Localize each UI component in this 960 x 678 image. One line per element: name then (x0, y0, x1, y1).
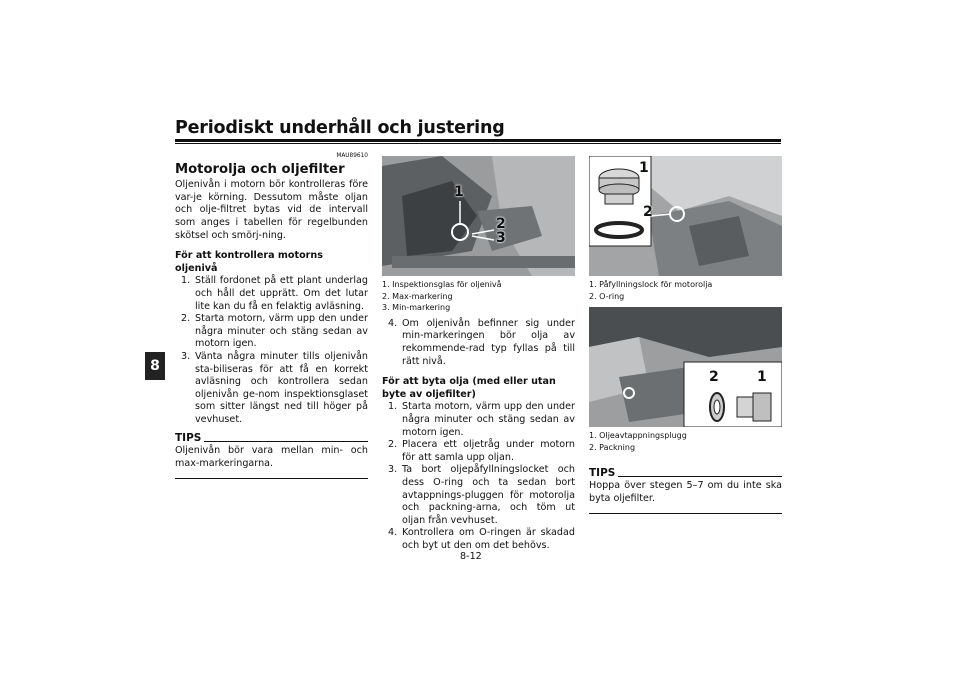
drain-plug-photo (589, 307, 782, 427)
photo-captions-2 (589, 430, 782, 453)
column-1 (175, 148, 368, 479)
intro-paragraph: Oljenivån i motorn bör kontrolleras före var-je körning. Dessutom måste oljan och olje-filtret bytas vid de intervall som anges i tabellen för regelbunden skötsel och smörj-ning. (175, 179, 368, 241)
step-text: Vänta några minuter tills oljenivån sta-biliseras för att få en korrekt avläsning och kontrollera sedan oljenivån ge-nom inspektionsglaset som sitter längst ned till höger på vevhuset. (195, 350, 368, 425)
callout-2: 2 (496, 216, 506, 232)
photo-captions-1 (589, 279, 782, 302)
tips-header (589, 467, 782, 480)
page-number: 8-12 (460, 551, 482, 562)
caption: 2. Packning (589, 442, 636, 452)
callout-1: 1 (639, 160, 649, 176)
tips-end-rule (589, 513, 782, 514)
step-text: Kontrollera om O-ringen är skadad och byt ut den om det behövs. (402, 527, 575, 551)
caption: 2. Max-markering (382, 291, 453, 301)
caption: 2. O-ring (589, 291, 625, 301)
step-text: Ställ fordonet på ett plant underlag och håll det upprätt. Om det lutar lite kan du få en felaktig avläsning. (195, 275, 368, 312)
callout-2: 2 (643, 204, 653, 220)
list-item (382, 439, 575, 464)
engine-illustration (382, 156, 575, 276)
list-item (382, 401, 575, 439)
step-text: Om oljenivån befinner sig under min-markeringen bör olja av rekommende-rad typ fyllas på till rätt nivå. (402, 317, 575, 367)
photo-captions (382, 279, 575, 314)
callout-2: 2 (709, 369, 719, 386)
column-2 (382, 156, 575, 552)
change-title: För att byta olja (med eller utan byte av oljefilter) (382, 376, 556, 400)
caption: 3. Min-markering (382, 303, 451, 313)
step-number: 2. (181, 313, 191, 325)
check-steps-continued (382, 318, 575, 368)
step-number: 2. (388, 439, 398, 451)
list-item (382, 527, 575, 552)
page-title: Periodiskt underhåll och justering (175, 118, 505, 138)
tips-label: TIPS (589, 467, 616, 480)
header-rule-thin (175, 143, 781, 144)
list-item (175, 275, 368, 313)
oil-level-photo (382, 156, 575, 276)
chapter-tab: 8 (145, 352, 165, 380)
step-number: 1. (388, 401, 398, 413)
step-text: Ta bort oljepåfyllningslocket och dess O-ring och ta sedan bort avtappnings-pluggen för motorolja och packning-arna, och töm ut oljan från vevhuset. (402, 464, 575, 526)
callout-1: 1 (454, 184, 464, 200)
step-text: Placera ett oljetråg under motorn för att samla upp oljan. (402, 439, 575, 463)
step-number: 3. (181, 350, 191, 362)
tips-text: Hoppa över stegen 5–7 om du inte ska byta oljefilter. (589, 479, 782, 504)
drain-plug-illustration (589, 307, 782, 427)
callout-3: 3 (496, 230, 506, 246)
change-steps (382, 401, 575, 552)
check-steps (175, 275, 368, 426)
callout-1: 1 (757, 369, 767, 386)
section-heading: Motorolja och oljefilter (175, 161, 345, 177)
filler-cap-illustration (589, 156, 782, 276)
tips-text: Oljenivån bör vara mellan min- och max-markeringarna. (175, 445, 368, 469)
step-number: 1. (181, 275, 191, 287)
list-item (382, 318, 575, 368)
step-number: 3. (388, 464, 398, 476)
list-item (175, 313, 368, 351)
column-3 (589, 156, 782, 514)
tips-header (175, 432, 368, 445)
section-code: MAU89610 (336, 153, 368, 159)
tips-end-rule (175, 478, 368, 479)
check-title: För att kontrollera motorns oljenivå (175, 250, 323, 274)
step-number: 4. (388, 317, 398, 329)
filler-cap-photo (589, 156, 782, 276)
caption: 1. Inspektionsglas för oljenivå (382, 280, 502, 289)
list-item (175, 351, 368, 427)
caption: 1. Oljeavtappningsplugg (589, 431, 687, 441)
step-text: Starta motorn, värm upp den under några minuter och stäng sedan av motorn igen. (402, 401, 575, 438)
header-rule (175, 139, 781, 142)
tips-label: TIPS (175, 432, 202, 445)
step-text: Starta motorn, värm upp den under några minuter och stäng sedan av motorn igen. (195, 313, 368, 350)
step-number: 4. (388, 527, 398, 539)
caption: 1. Påfyllningslock för motorolja (589, 280, 713, 289)
list-item (382, 464, 575, 527)
